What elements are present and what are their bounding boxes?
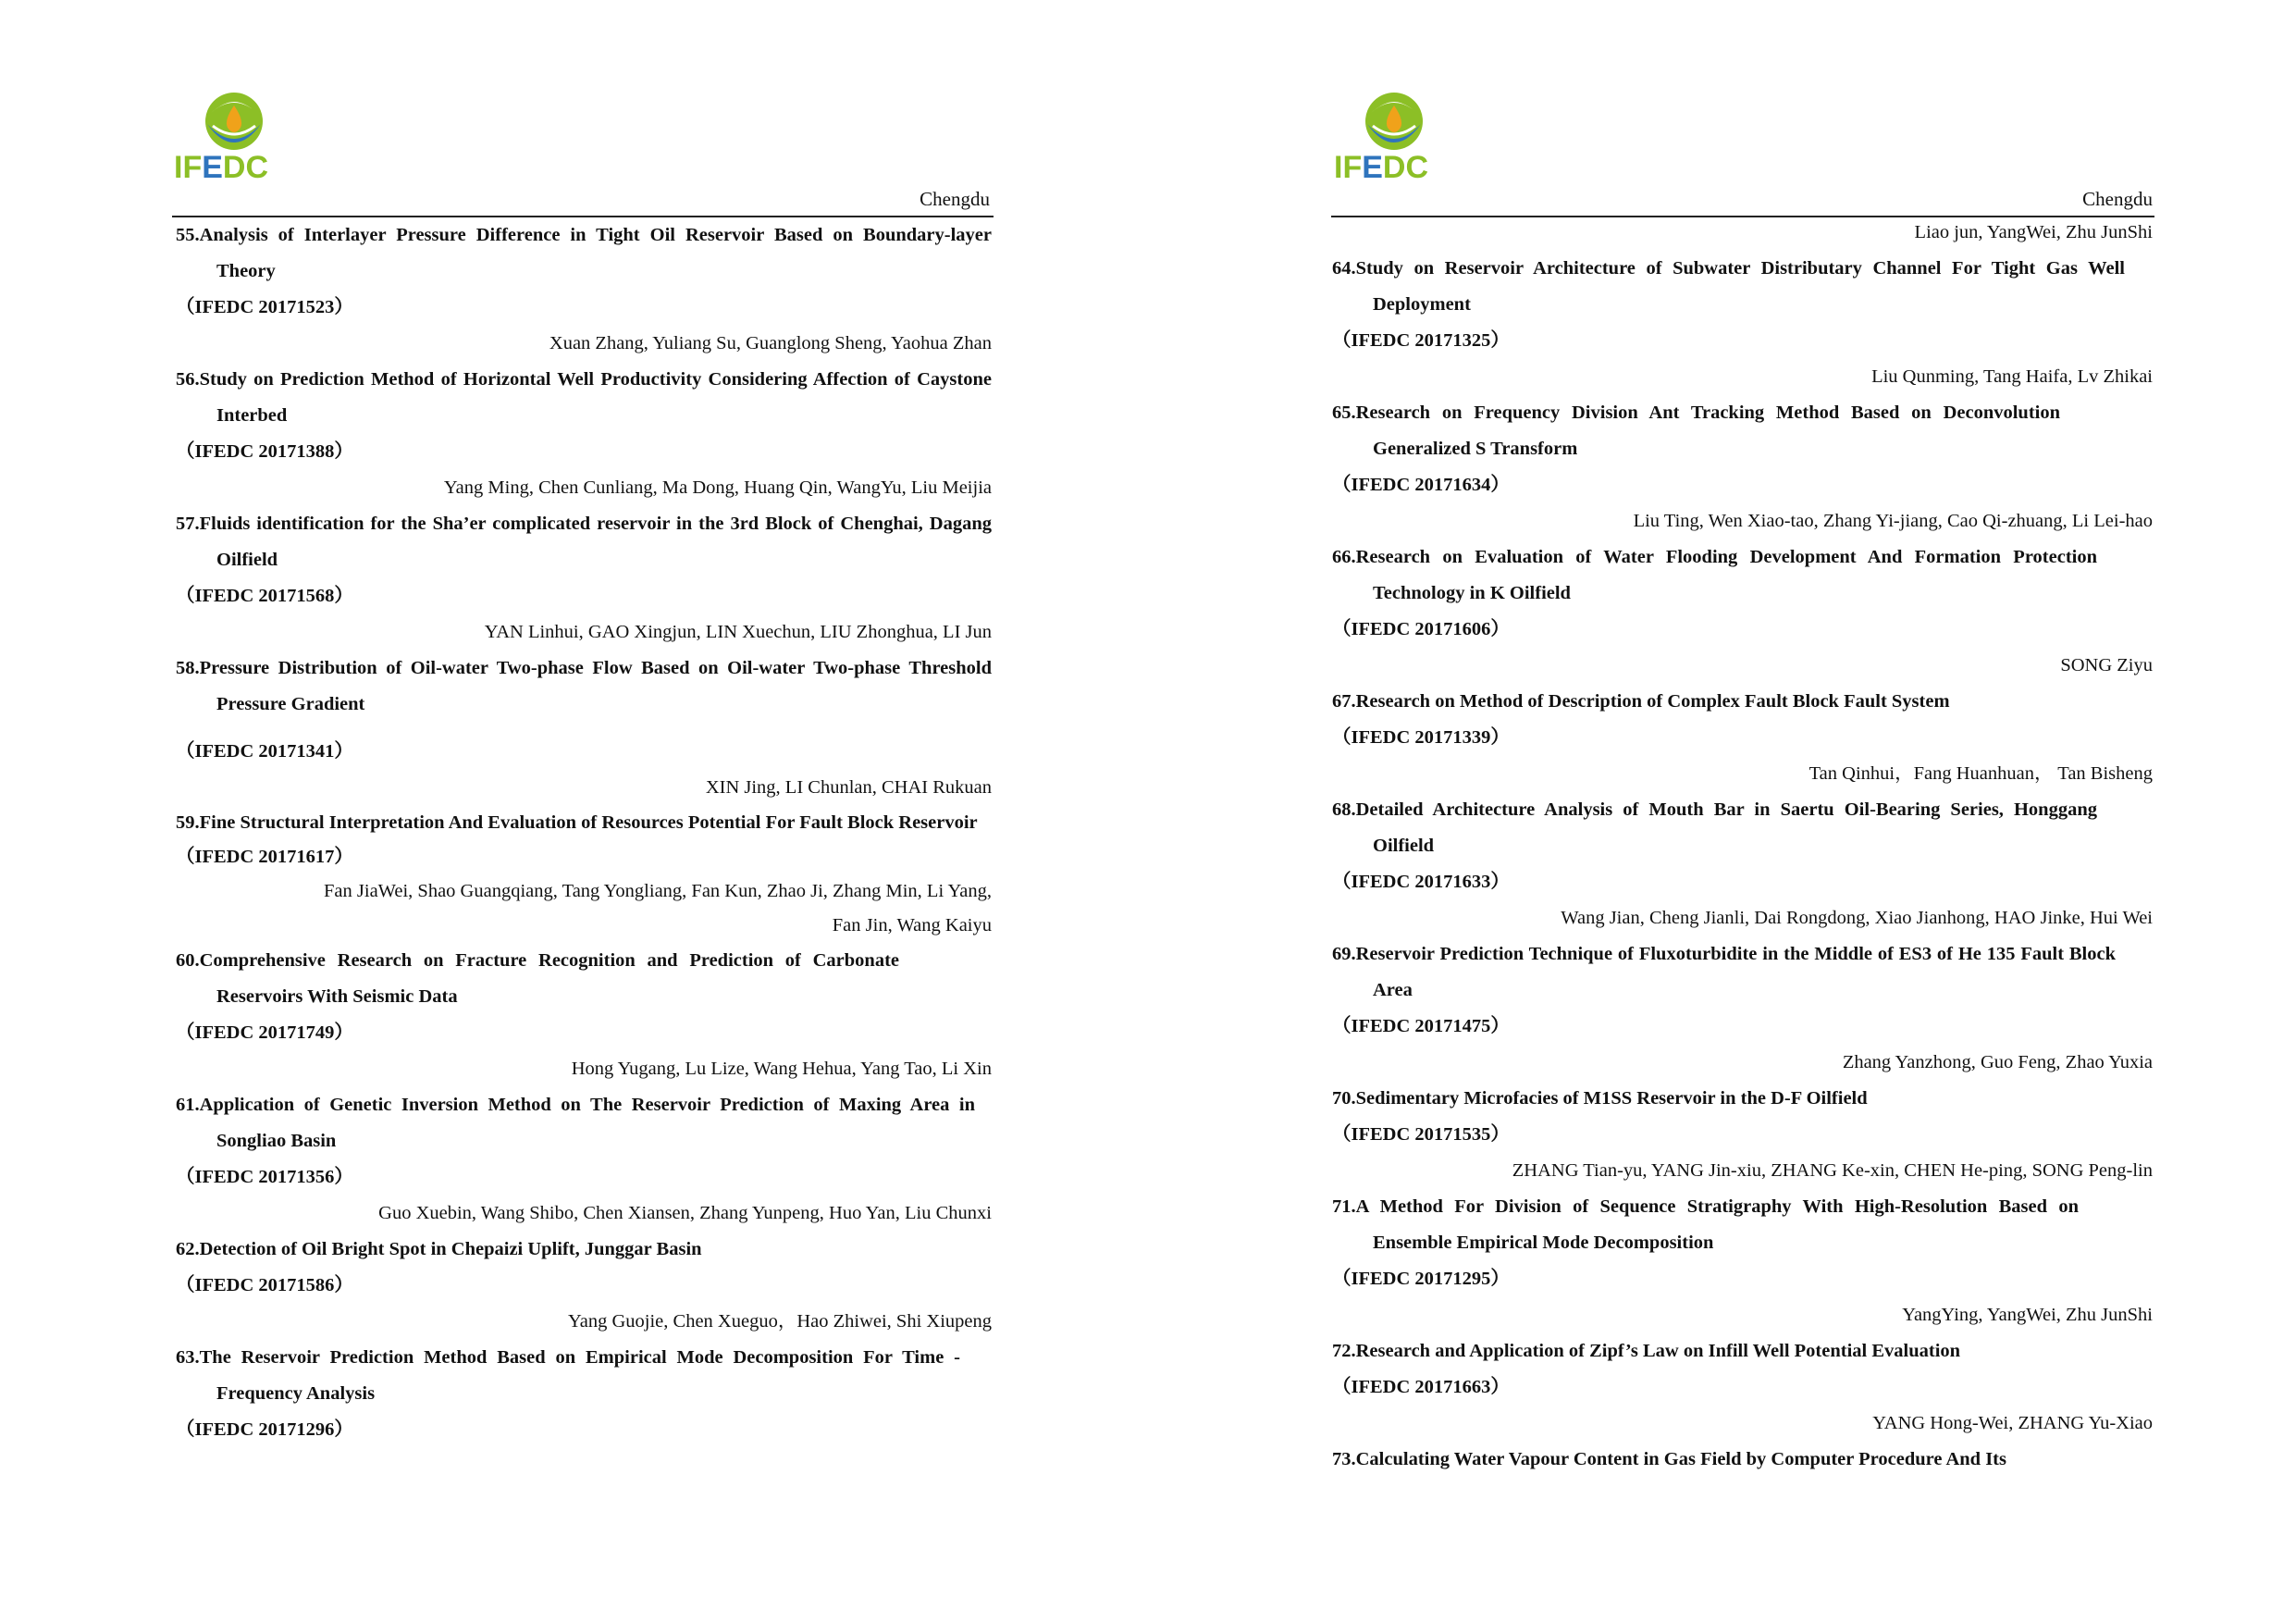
header-city: Chengdu bbox=[920, 188, 990, 210]
entry-code: （IFEDC 20171535） bbox=[1332, 1124, 1510, 1145]
entry-authors: Yang Guojie, Chen Xueguo，Hao Zhiwei, Shi Xiupeng bbox=[568, 1311, 992, 1332]
ifedc-emblem-icon bbox=[1362, 89, 1426, 154]
entry-title: 73.Calculating Water Vapour Content in Gas Field by Computer Procedure And Its bbox=[1332, 1449, 2006, 1469]
entry-code: （IFEDC 20171339） bbox=[1332, 727, 1510, 748]
entry-authors: YAN Linhui, GAO Xingjun, LIN Xuechun, LIU Zhonghua, LI Jun bbox=[484, 622, 992, 642]
entry-authors: XIN Jing, LI Chunlan, CHAI Rukuan bbox=[705, 777, 992, 798]
entry-title: 59.Fine Structural Interpretation And Evaluation of Resources Potential For Fault Block Reservoir bbox=[176, 812, 978, 833]
entry-64 bbox=[1332, 251, 2153, 395]
entry-list bbox=[176, 217, 992, 1448]
entry-authors: SONG Ziyu bbox=[2060, 655, 2153, 675]
entry-56 bbox=[176, 362, 992, 506]
entry-code: （IFEDC 20171356） bbox=[176, 1167, 353, 1187]
entry-title: 63.The Reservoir Prediction Method Based on Empirical Mode Decomposition For Time - Frequency Analysis bbox=[176, 1347, 960, 1404]
entry-title: 58.Pressure Distribution of Oil-water Two-phase Flow Based on Oil-water Two-phase Threshold Pressure Gradient bbox=[176, 658, 992, 714]
entry-authors: Guo Xuebin, Wang Shibo, Chen Xiansen, Zhang Yunpeng, Huo Yan, Liu Chunxi bbox=[378, 1203, 992, 1223]
entry-title: 67.Research on Method of Description of Complex Fault Block Fault System bbox=[1332, 691, 1950, 712]
ifedc-logo bbox=[174, 85, 303, 187]
entry-title: 62.Detection of Oil Bright Spot in Chepaizi Uplift, Junggar Basin bbox=[176, 1239, 702, 1259]
ifedc-logo bbox=[1334, 85, 1463, 187]
entry-65 bbox=[1332, 395, 2153, 539]
entry-66 bbox=[1332, 539, 2153, 684]
entry-title: 71.A Method For Division of Sequence Stratigraphy With High-Resolution Based on Ensemble Empirical Mode Decomposition bbox=[1332, 1196, 2079, 1253]
entry-code: （IFEDC 20171617） bbox=[176, 847, 353, 867]
entry-68 bbox=[1332, 792, 2153, 936]
entry-71 bbox=[1332, 1189, 2153, 1333]
entry-title: 60.Comprehensive Research on Fracture Recognition and Prediction of Carbonate Reservoirs With Seismic Data bbox=[176, 950, 899, 1007]
entry-authors: Liu Qunming, Tang Haifa, Lv Zhikai bbox=[1871, 366, 2153, 387]
entry-title: 69.Reservoir Prediction Technique of Fluxoturbidite in the Middle of ES3 of He 135 Fault Block Area bbox=[1332, 944, 2116, 1000]
header-city: Chengdu bbox=[2082, 188, 2153, 210]
entry-title: 65.Research on Frequency Division Ant Tracking Method Based on Deconvolution Generalized S Transform bbox=[1332, 403, 2060, 459]
logo-wordmark: IFEDC bbox=[1334, 150, 1429, 185]
entry-title: 66.Research on Evaluation of Water Flooding Development And Formation Protection Technology in K Oilfield bbox=[1332, 547, 2097, 603]
entry-code: （IFEDC 20171295） bbox=[1332, 1269, 1510, 1289]
entry-62 bbox=[176, 1232, 992, 1340]
entry-authors: Zhang Yanzhong, Guo Feng, Zhao Yuxia bbox=[1842, 1052, 2153, 1072]
entry-authors: Xuan Zhang, Yuliang Su, Guanglong Sheng, Yaohua Zhan bbox=[549, 333, 992, 353]
entry-authors: Fan JiaWei, Shao Guangqiang, Tang Yongliang, Fan Kun, Zhao Ji, Zhang Min, Li Yang, bbox=[324, 881, 992, 901]
entry-55 bbox=[176, 217, 992, 362]
entry-list bbox=[1332, 215, 2153, 1478]
entry-code: （IFEDC 20171634） bbox=[1332, 475, 1510, 495]
entry-57 bbox=[176, 506, 992, 650]
entry-title: 56.Study on Prediction Method of Horizontal Well Productivity Considering Affection of Caystone Interbed bbox=[176, 369, 992, 426]
entry-title: 72.Research and Application of Zipf’s Law on Infill Well Potential Evaluation bbox=[1332, 1341, 1961, 1361]
entry-72 bbox=[1332, 1333, 2153, 1442]
ifedc-emblem-icon bbox=[202, 89, 266, 154]
entry-code: （IFEDC 20171388） bbox=[176, 441, 353, 462]
entry-title: 70.Sedimentary Microfacies of M1SS Reservoir in the D-F Oilfield bbox=[1332, 1088, 1868, 1109]
entry-authors: Liu Ting, Wen Xiao-tao, Zhang Yi-jiang, Cao Qi-zhuang, Li Lei-hao bbox=[1633, 511, 2153, 531]
entry-58 bbox=[176, 650, 992, 806]
entry-59 bbox=[176, 806, 992, 943]
entry-code: （IFEDC 20171663） bbox=[1332, 1377, 1510, 1397]
entry-code: （IFEDC 20171296） bbox=[176, 1419, 353, 1440]
entry-authors: ZHANG Tian-yu, YANG Jin-xiu, ZHANG Ke-xin, CHEN He-ping, SONG Peng-lin bbox=[1512, 1160, 2153, 1181]
entry-authors: Yang Ming, Chen Cunliang, Ma Dong, Huang Qin, WangYu, Liu Meijia bbox=[443, 477, 992, 498]
entry-73 bbox=[1332, 1442, 2153, 1478]
entry-code: （IFEDC 20171341） bbox=[176, 741, 353, 762]
entry-61 bbox=[176, 1087, 992, 1232]
entry-title: 64.Study on Reservoir Architecture of Subwater Distributary Channel For Tight Gas Well Deployment bbox=[1332, 258, 2125, 315]
spacer bbox=[176, 723, 992, 734]
entry-69 bbox=[1332, 936, 2153, 1081]
entry-code: （IFEDC 20171325） bbox=[1332, 330, 1510, 351]
carryover-authors: Liao jun, YangWei, Zhu JunShi bbox=[1914, 222, 2153, 242]
logo-wordmark: IFEDC bbox=[174, 150, 269, 185]
entry-authors: Hong Yugang, Lu Lize, Wang Hehua, Yang Tao, Li Xin bbox=[571, 1059, 992, 1079]
entry-code: （IFEDC 20171633） bbox=[1332, 872, 1510, 892]
entry-code: （IFEDC 20171523） bbox=[176, 297, 353, 317]
entry-63 bbox=[176, 1340, 992, 1448]
entry-authors: Wang Jian, Cheng Jianli, Dai Rongdong, Xiao Jianhong, HAO Jinke, Hui Wei bbox=[1561, 908, 2153, 928]
entry-code: （IFEDC 20171568） bbox=[176, 586, 353, 606]
entry-code: （IFEDC 20171586） bbox=[176, 1275, 353, 1295]
entry-authors: YANG Hong-Wei, ZHANG Yu-Xiao bbox=[1872, 1413, 2153, 1433]
right-page bbox=[1148, 0, 2296, 1623]
entry-title: 57.Fluids identification for the Sha’er complicated reservoir in the 3rd Block of Chenghai, Dagang Oilfield bbox=[176, 514, 992, 570]
entry-title: 68.Detailed Architecture Analysis of Mouth Bar in Saertu Oil-Bearing Series, Honggang Oilfield bbox=[1332, 799, 2097, 856]
entry-code: （IFEDC 20171475） bbox=[1332, 1016, 1510, 1036]
entry-authors: YangYing, YangWei, Zhu JunShi bbox=[1902, 1305, 2153, 1325]
entry-70 bbox=[1332, 1081, 2153, 1189]
entry-authors-cont: Fan Jin, Wang Kaiyu bbox=[832, 915, 992, 935]
entry-authors: Tan Qinhui，Fang Huanhuan， Tan Bisheng bbox=[1808, 763, 2153, 784]
entry-title: 55.Analysis of Interlayer Pressure Difference in Tight Oil Reservoir Based on Boundary-layer Theory bbox=[176, 225, 992, 281]
entry-60 bbox=[176, 943, 992, 1087]
entry-code: （IFEDC 20171749） bbox=[176, 1022, 353, 1043]
entry-code: （IFEDC 20171606） bbox=[1332, 619, 1510, 639]
entry-67 bbox=[1332, 684, 2153, 792]
entry-title: 61.Application of Genetic Inversion Method on The Reservoir Prediction of Maxing Area in Songliao Basin bbox=[176, 1095, 975, 1151]
